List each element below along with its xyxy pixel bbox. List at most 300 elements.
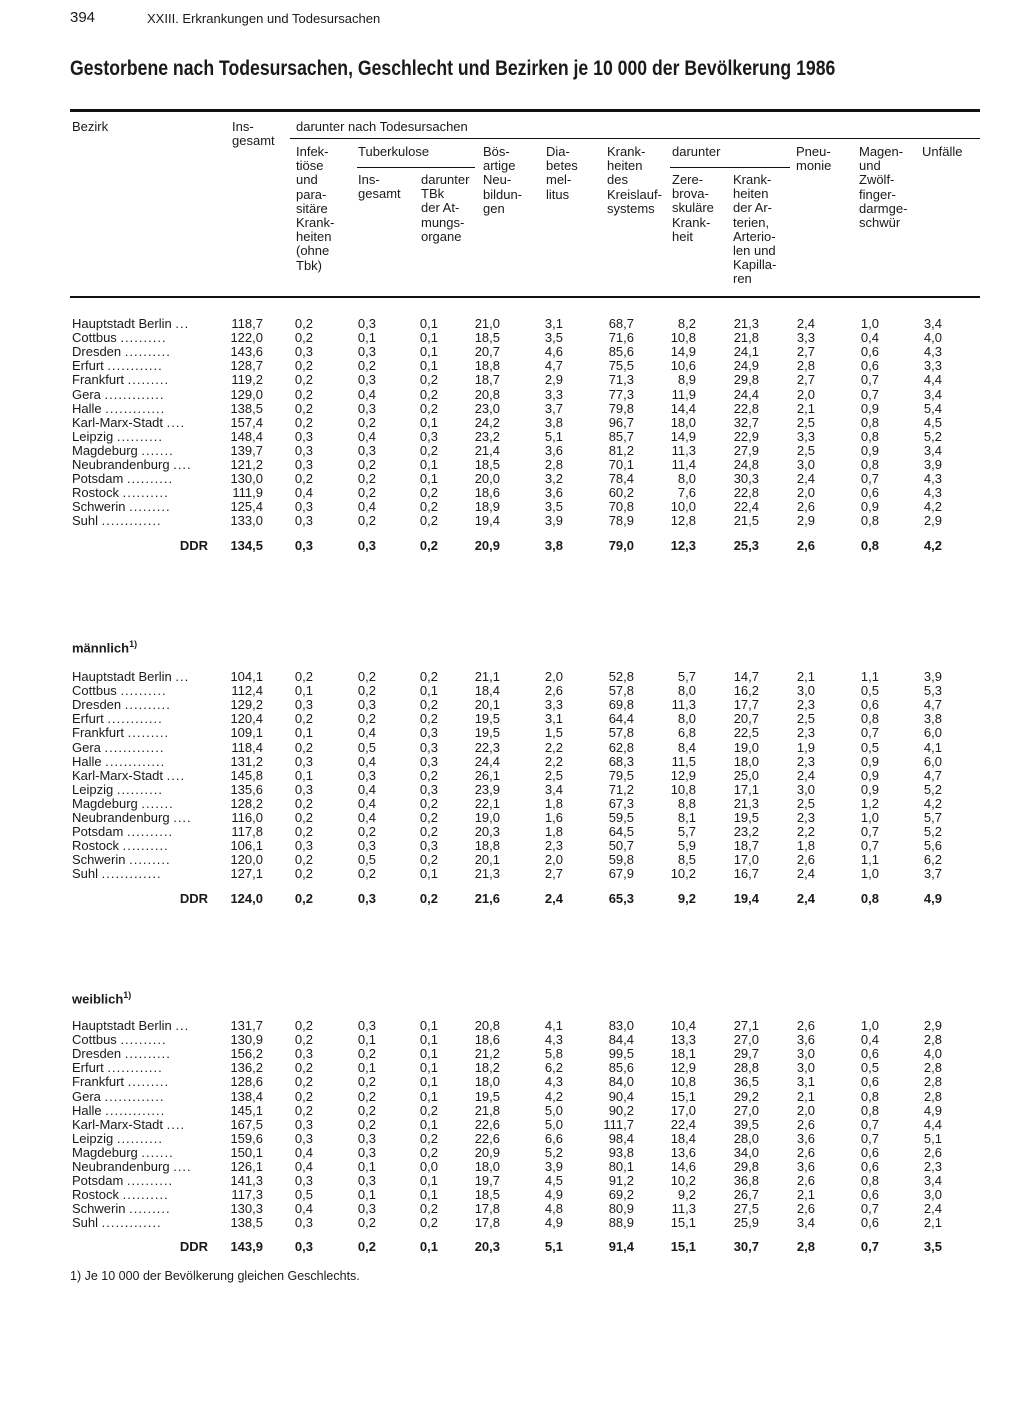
table-cell: 0,2 bbox=[419, 372, 438, 388]
table-cell: 0,8 bbox=[860, 1102, 879, 1118]
table-cell: 0,2 bbox=[357, 824, 376, 840]
table-cell: 0,6 bbox=[860, 1187, 879, 1203]
table-cell: 75,5 bbox=[608, 358, 634, 374]
bezirk-name: Gera bbox=[72, 1088, 101, 1104]
table-cell: 0,2 bbox=[357, 471, 376, 487]
table-cell: 4,2 bbox=[544, 1088, 563, 1104]
table-cell: 3,7 bbox=[544, 400, 563, 416]
table-row bbox=[0, 852, 1024, 867]
table-cell: 0,2 bbox=[357, 711, 376, 727]
total-cell: 21,6 bbox=[474, 891, 500, 906]
leader-dots: ... bbox=[175, 316, 190, 331]
top-rule bbox=[70, 109, 980, 112]
table-cell: 0,1 bbox=[357, 1032, 376, 1048]
leader-dots: .... bbox=[166, 767, 186, 783]
table-cell: 3,4 bbox=[923, 442, 942, 458]
row-label bbox=[72, 697, 210, 712]
table-cell: 0,1 bbox=[419, 1088, 438, 1104]
table-cell: 2,6 bbox=[796, 499, 815, 515]
table-cell: 23,0 bbox=[474, 400, 500, 416]
row-label bbox=[72, 1131, 210, 1146]
table-cell: 0,2 bbox=[294, 358, 313, 374]
table-cell: 99,5 bbox=[608, 1046, 634, 1062]
table-cell: 0,1 bbox=[419, 1116, 438, 1132]
table-cell: 85,6 bbox=[608, 1060, 634, 1076]
row-label bbox=[72, 852, 210, 867]
header-rule-tuberkulose bbox=[357, 167, 475, 168]
row-label bbox=[72, 1046, 210, 1061]
row-label bbox=[72, 499, 210, 514]
table-cell: 0,3 bbox=[294, 428, 313, 444]
table-cell: 127,1 bbox=[230, 866, 263, 882]
table-cell: 23,2 bbox=[474, 428, 500, 444]
table-cell: 81,2 bbox=[608, 442, 634, 458]
table-row bbox=[0, 499, 1024, 514]
leader-dots: .... bbox=[173, 457, 192, 472]
row-label bbox=[72, 316, 210, 331]
table-cell: 0,4 bbox=[294, 1159, 313, 1174]
table-cell: 128,7 bbox=[230, 358, 263, 374]
table-cell: 3,3 bbox=[796, 330, 815, 346]
table-cell: 3,3 bbox=[544, 697, 563, 713]
table-cell: 126,1 bbox=[230, 1159, 263, 1174]
table-cell: 19,0 bbox=[474, 810, 500, 825]
table-row bbox=[0, 1074, 1024, 1089]
table-cell: 0,3 bbox=[419, 781, 438, 797]
table-cell: 145,8 bbox=[230, 767, 263, 783]
table-row bbox=[0, 457, 1024, 472]
total-cell: 3,5 bbox=[923, 1239, 942, 1254]
table-cell: 109,1 bbox=[230, 725, 263, 741]
table-cell: 3,5 bbox=[544, 499, 563, 515]
table-cell: 0,2 bbox=[294, 1018, 313, 1033]
table-cell: 2,6 bbox=[796, 1116, 815, 1132]
table-cell: 0,3 bbox=[294, 781, 313, 797]
table-cell: 0,2 bbox=[294, 866, 313, 882]
table-cell: 0,5 bbox=[860, 739, 879, 755]
table-cell: 10,8 bbox=[670, 1074, 696, 1090]
table-cell: 5,2 bbox=[923, 781, 942, 797]
total-cell: 124,0 bbox=[230, 891, 263, 906]
table-cell: 18,6 bbox=[474, 485, 500, 501]
table-cell: 4,9 bbox=[544, 1215, 563, 1231]
table-cell: 5,4 bbox=[923, 400, 942, 416]
table-cell: 4,7 bbox=[544, 358, 563, 374]
table-cell: 20,7 bbox=[474, 344, 500, 360]
table-row bbox=[0, 1018, 1024, 1033]
row-label bbox=[72, 401, 210, 416]
table-cell: 0,2 bbox=[294, 330, 313, 346]
table-row bbox=[0, 387, 1024, 402]
table-cell: 22,6 bbox=[474, 1116, 500, 1132]
table-cell: 129,0 bbox=[230, 386, 263, 402]
table-cell: 0,2 bbox=[419, 499, 438, 515]
table-cell: 2,2 bbox=[544, 739, 563, 755]
table-cell: 21,8 bbox=[733, 330, 759, 346]
table-cell: 148,4 bbox=[230, 428, 263, 444]
table-cell: 17,0 bbox=[670, 1102, 696, 1118]
table-cell: 2,3 bbox=[796, 697, 815, 713]
table-cell: 27,0 bbox=[733, 1102, 759, 1118]
table-cell: 0,2 bbox=[419, 795, 438, 811]
table-cell: 30,3 bbox=[733, 471, 759, 487]
table-cell: 21,3 bbox=[474, 866, 500, 882]
bezirk-name: Potsdam bbox=[72, 1173, 124, 1189]
leader-dots: ............. bbox=[101, 513, 162, 529]
table-cell: 0,8 bbox=[860, 457, 879, 472]
table-cell: 22,1 bbox=[474, 795, 500, 811]
table-cell: 2,3 bbox=[796, 725, 815, 741]
table-cell: 0,2 bbox=[419, 442, 438, 458]
table-cell: 0,2 bbox=[294, 669, 313, 684]
table-cell: 2,4 bbox=[796, 767, 815, 783]
table-cell: 104,1 bbox=[230, 669, 263, 684]
table-cell: 0,3 bbox=[419, 725, 438, 741]
table-row bbox=[0, 1173, 1024, 1188]
table-cell: 18,2 bbox=[474, 1060, 500, 1076]
table-cell: 4,3 bbox=[923, 485, 942, 501]
total-cell: 0,3 bbox=[357, 891, 376, 906]
table-cell: 5,1 bbox=[544, 428, 563, 444]
table-cell: 20,7 bbox=[733, 711, 759, 727]
leader-dots: .......... bbox=[124, 344, 171, 360]
table-cell: 93,8 bbox=[608, 1144, 634, 1160]
table-cell: 0,2 bbox=[357, 1074, 376, 1090]
table-cell: 19,7 bbox=[474, 1173, 500, 1189]
table-cell: 25,0 bbox=[733, 767, 759, 783]
table-cell: 2,0 bbox=[796, 386, 815, 402]
footnote: 1) Je 10 000 der Bevölkerung gleichen Geschlechts. bbox=[70, 1269, 360, 1283]
table-cell: 0,3 bbox=[357, 767, 376, 783]
section-label-text: männlich bbox=[72, 640, 130, 656]
table-cell: 0,6 bbox=[860, 697, 879, 713]
table-cell: 0,2 bbox=[357, 457, 376, 472]
table-cell: 8,1 bbox=[677, 810, 696, 825]
table-cell: 0,2 bbox=[419, 513, 438, 529]
row-label bbox=[72, 1018, 210, 1033]
table-cell: 135,6 bbox=[230, 781, 263, 797]
leader-dots: ............ bbox=[107, 1060, 163, 1076]
total-cell: 4,2 bbox=[923, 538, 942, 553]
total-cell: 4,9 bbox=[923, 891, 942, 906]
table-cell: 24,4 bbox=[474, 753, 500, 769]
table-cell: 88,9 bbox=[608, 1215, 634, 1231]
table-cell: 3,3 bbox=[544, 386, 563, 402]
total-cell: 15,1 bbox=[670, 1239, 696, 1254]
table-row bbox=[0, 1060, 1024, 1075]
table-row bbox=[0, 401, 1024, 416]
table-cell: 0,9 bbox=[860, 753, 879, 769]
table-cell: 0,5 bbox=[357, 739, 376, 755]
leader-dots: .......... bbox=[122, 485, 169, 501]
table-cell: 98,4 bbox=[608, 1130, 634, 1146]
table-cell: 78,9 bbox=[608, 513, 634, 529]
table-cell: 12,8 bbox=[670, 513, 696, 529]
row-label bbox=[72, 513, 210, 528]
row-label bbox=[72, 443, 210, 458]
total-cell: 0,7 bbox=[860, 1239, 879, 1254]
table-cell: 27,0 bbox=[733, 1032, 759, 1048]
leader-dots: ... bbox=[175, 669, 190, 684]
table-cell: 2,3 bbox=[923, 1159, 942, 1174]
leader-dots: ............ bbox=[107, 358, 163, 374]
section-label-footnote-mark: 1) bbox=[123, 990, 132, 1000]
table-cell: 0,7 bbox=[860, 824, 879, 840]
table-cell: 21,3 bbox=[733, 316, 759, 331]
table-row bbox=[0, 782, 1024, 797]
table-cell: 0,4 bbox=[357, 428, 376, 444]
table-cell: 24,1 bbox=[733, 344, 759, 360]
table-cell: 80,9 bbox=[608, 1201, 634, 1217]
row-label bbox=[72, 415, 210, 430]
row-label bbox=[72, 485, 210, 500]
table-cell: 17,1 bbox=[733, 781, 759, 797]
table-cell: 119,2 bbox=[231, 372, 263, 388]
table-cell: 2,3 bbox=[796, 810, 815, 825]
table-cell: 0,3 bbox=[294, 1215, 313, 1231]
table-cell: 0,6 bbox=[860, 1159, 879, 1174]
table-cell: 4,9 bbox=[544, 1187, 563, 1203]
leader-dots: ....... bbox=[141, 1144, 174, 1160]
header-zerebro: Zere- brova- skuläre Krank- heit bbox=[672, 172, 714, 244]
leader-dots: .......... bbox=[116, 428, 163, 444]
table-cell: 3,5 bbox=[544, 330, 563, 346]
table-cell: 0,2 bbox=[294, 1060, 313, 1076]
table-cell: 0,2 bbox=[294, 795, 313, 811]
table-cell: 2,8 bbox=[796, 358, 815, 374]
total-label: DDR bbox=[179, 891, 208, 906]
table-cell: 13,3 bbox=[670, 1032, 696, 1048]
section-label bbox=[72, 990, 131, 1006]
table-cell: 5,8 bbox=[544, 1046, 563, 1062]
table-cell: 0,2 bbox=[294, 372, 313, 388]
total-cell: 2,8 bbox=[796, 1239, 815, 1254]
table-cell: 0,2 bbox=[419, 386, 438, 402]
table-cell: 3,6 bbox=[796, 1032, 815, 1048]
bezirk-name: Hauptstadt Berlin bbox=[72, 669, 172, 684]
table-cell: 117,3 bbox=[231, 1187, 263, 1203]
table-cell: 14,6 bbox=[670, 1159, 696, 1174]
bezirk-name: Karl-Marx-Stadt bbox=[72, 414, 164, 430]
table-row bbox=[0, 796, 1024, 811]
header-rule-darunter bbox=[290, 138, 980, 139]
table-cell: 0,7 bbox=[860, 838, 879, 854]
table-cell: 0,2 bbox=[419, 711, 438, 727]
table-cell: 11,3 bbox=[671, 442, 696, 458]
table-cell: 1,2 bbox=[860, 795, 879, 811]
bezirk-name: Leipzig bbox=[72, 428, 114, 444]
table-cell: 0,2 bbox=[294, 1032, 313, 1048]
table-cell: 18,4 bbox=[670, 1130, 696, 1146]
table-cell: 18,0 bbox=[474, 1159, 500, 1174]
leader-dots: ............. bbox=[101, 1215, 162, 1231]
table-cell: 18,9 bbox=[474, 499, 500, 515]
table-cell: 0,1 bbox=[419, 1173, 438, 1189]
table-cell: 0,4 bbox=[357, 725, 376, 741]
table-cell: 2,0 bbox=[796, 1102, 815, 1118]
table-cell: 10,4 bbox=[670, 1018, 696, 1033]
header-arterien: Krank- heiten der Ar- terien, Arterio- len und Kapilla- ren bbox=[733, 172, 777, 287]
table-cell: 59,8 bbox=[608, 852, 634, 868]
row-label bbox=[72, 1032, 210, 1047]
table-cell: 3,9 bbox=[544, 513, 563, 529]
table-row bbox=[0, 711, 1024, 726]
leader-dots: .......... bbox=[124, 697, 171, 713]
table-cell: 0,1 bbox=[419, 344, 438, 360]
table-cell: 128,6 bbox=[230, 1074, 263, 1090]
table-cell: 0,4 bbox=[294, 485, 313, 501]
row-label bbox=[72, 387, 210, 402]
table-cell: 0,2 bbox=[357, 683, 376, 699]
total-cell: 0,8 bbox=[860, 538, 879, 553]
table-cell: 27,1 bbox=[733, 1018, 759, 1033]
table-cell: 2,5 bbox=[796, 414, 815, 430]
table-cell: 0,3 bbox=[357, 1144, 376, 1160]
table-cell: 0,5 bbox=[860, 683, 879, 699]
table-cell: 0,1 bbox=[419, 1032, 438, 1048]
table-cell: 3,8 bbox=[544, 414, 563, 430]
table-cell: 2,9 bbox=[796, 513, 815, 529]
table-cell: 112,4 bbox=[231, 683, 263, 699]
table-cell: 10,6 bbox=[670, 358, 696, 374]
row-label bbox=[72, 796, 210, 811]
table-cell: 96,7 bbox=[608, 414, 634, 430]
table-cell: 3,1 bbox=[796, 1074, 815, 1090]
bezirk-name: Potsdam bbox=[72, 824, 124, 840]
table-cell: 6,8 bbox=[677, 725, 696, 741]
row-label bbox=[72, 1089, 210, 1104]
table-cell: 4,1 bbox=[544, 1018, 563, 1033]
row-label bbox=[72, 782, 210, 797]
bezirk-name: Halle bbox=[72, 1102, 102, 1118]
total-cell: 12,3 bbox=[670, 538, 696, 553]
table-cell: 69,2 bbox=[608, 1187, 634, 1203]
table-row bbox=[0, 1201, 1024, 1216]
table-cell: 2,4 bbox=[923, 1201, 942, 1217]
table-cell: 23,9 bbox=[474, 781, 500, 797]
total-cell: 9,2 bbox=[677, 891, 696, 906]
table-cell: 2,4 bbox=[796, 866, 815, 882]
leader-dots: ............. bbox=[104, 386, 165, 402]
table-cell: 10,2 bbox=[670, 1173, 696, 1189]
header-diabetes: Dia- betes mel- litus bbox=[546, 144, 578, 202]
leader-dots: ............. bbox=[105, 400, 166, 416]
table-cell: 2,0 bbox=[796, 485, 815, 501]
row-label bbox=[72, 330, 210, 345]
leader-dots: ............. bbox=[104, 739, 165, 755]
table-cell: 4,5 bbox=[923, 414, 942, 430]
total-row bbox=[0, 538, 1024, 553]
table-cell: 3,4 bbox=[923, 316, 942, 331]
table-cell: 129,2 bbox=[230, 697, 263, 713]
table-cell: 18,7 bbox=[474, 372, 500, 388]
bezirk-name: Frankfurt bbox=[72, 725, 125, 741]
table-cell: 0,6 bbox=[860, 1046, 879, 1062]
table-cell: 0,3 bbox=[294, 1046, 313, 1062]
table-cell: 11,9 bbox=[671, 386, 696, 402]
table-cell: 67,3 bbox=[608, 795, 634, 811]
table-cell: 4,3 bbox=[923, 471, 942, 487]
table-cell: 0,3 bbox=[294, 513, 313, 529]
table-cell: 16,2 bbox=[733, 683, 759, 699]
table-cell: 84,4 bbox=[608, 1032, 634, 1048]
section-label-footnote-mark: 1) bbox=[129, 639, 138, 649]
table-cell: 0,2 bbox=[294, 316, 313, 331]
leader-dots: ............. bbox=[105, 1102, 166, 1118]
table-cell: 0,8 bbox=[860, 1088, 879, 1104]
table-cell: 6,2 bbox=[544, 1060, 563, 1076]
leader-dots: ... bbox=[175, 1018, 190, 1033]
table-cell: 11,3 bbox=[671, 697, 696, 713]
table-cell: 7,6 bbox=[677, 485, 696, 501]
table-cell: 2,0 bbox=[544, 669, 563, 684]
table-cell: 0,1 bbox=[357, 1159, 376, 1174]
bezirk-name: Neubrandenburg bbox=[72, 810, 170, 825]
page-title: Gestorbene nach Todesursachen, Geschlecht und Bezirken je 10 000 der Bevölkerung 1986 bbox=[70, 57, 836, 80]
table-cell: 5,9 bbox=[677, 838, 696, 854]
table-row bbox=[0, 866, 1024, 881]
table-cell: 117,8 bbox=[231, 824, 263, 840]
table-cell: 18,7 bbox=[733, 838, 759, 854]
table-cell: 0,2 bbox=[419, 767, 438, 783]
table-row bbox=[0, 683, 1024, 698]
table-cell: 5,0 bbox=[544, 1102, 563, 1118]
table-row bbox=[0, 485, 1024, 500]
leader-dots: ............ bbox=[107, 711, 163, 727]
table-cell: 4,6 bbox=[544, 344, 563, 360]
table-cell: 0,3 bbox=[357, 372, 376, 388]
table-cell: 14,4 bbox=[670, 400, 696, 416]
table-cell: 6,2 bbox=[923, 852, 942, 868]
table-cell: 0,1 bbox=[419, 683, 438, 699]
table-cell: 0,3 bbox=[294, 1173, 313, 1189]
table-cell: 0,7 bbox=[860, 372, 879, 388]
table-cell: 0,4 bbox=[357, 795, 376, 811]
table-cell: 2,5 bbox=[796, 711, 815, 727]
table-cell: 11,5 bbox=[671, 753, 696, 769]
table-row bbox=[0, 330, 1024, 345]
table-cell: 71,2 bbox=[608, 781, 634, 797]
table-cell: 121,2 bbox=[230, 457, 263, 472]
table-cell: 0,1 bbox=[357, 1187, 376, 1203]
table-cell: 28,0 bbox=[733, 1130, 759, 1146]
row-label bbox=[72, 1103, 210, 1118]
row-label bbox=[72, 372, 210, 387]
bezirk-name: Rostock bbox=[72, 485, 119, 501]
table-cell: 18,6 bbox=[474, 1032, 500, 1048]
table-row bbox=[0, 344, 1024, 359]
table-cell: 17,0 bbox=[733, 852, 759, 868]
table-cell: 57,8 bbox=[608, 725, 634, 741]
table-cell: 0,3 bbox=[294, 838, 313, 854]
table-cell: 0,1 bbox=[294, 683, 313, 699]
table-cell: 0,2 bbox=[419, 824, 438, 840]
table-cell: 0,4 bbox=[860, 330, 879, 346]
table-cell: 139,7 bbox=[230, 442, 263, 458]
table-row bbox=[0, 1215, 1024, 1230]
table-cell: 17,8 bbox=[474, 1215, 500, 1231]
table-row bbox=[0, 415, 1024, 430]
table-row bbox=[0, 1089, 1024, 1104]
total-cell: 25,3 bbox=[733, 538, 759, 553]
table-cell: 22,8 bbox=[733, 400, 759, 416]
table-cell: 2,8 bbox=[923, 1088, 942, 1104]
table-cell: 18,8 bbox=[474, 838, 500, 854]
table-cell: 4,9 bbox=[923, 1102, 942, 1118]
table-cell: 29,7 bbox=[733, 1046, 759, 1062]
table-cell: 22,9 bbox=[733, 428, 759, 444]
table-cell: 5,1 bbox=[923, 1130, 942, 1146]
